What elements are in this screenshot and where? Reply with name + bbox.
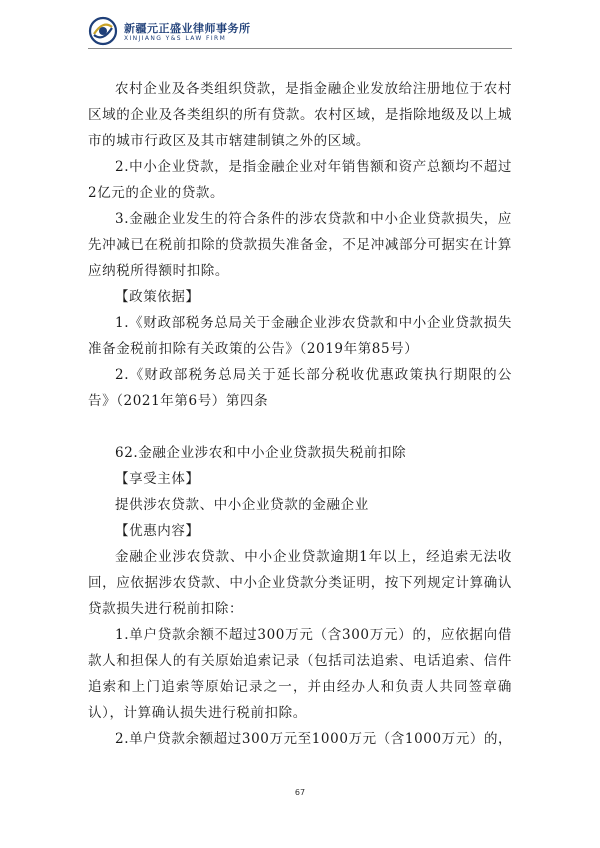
item-title-62: 62.金融企业涉农和中小企业贷款损失税前扣除 xyxy=(115,445,407,461)
paragraph-rural-loans-definition: 农村企业及各类组织贷款，是指金融企业发放给注册地位于农村区域的企业及各类组织的所有贷款。农村区域，是指除地级及以上城市的城市行政区及其市辖建制镇之外的区域。 xyxy=(88,81,512,149)
section-heading-beneficiary: 【享受主体】 xyxy=(115,471,200,487)
paragraph-sme-loans-definition: 2.中小企业贷款，是指金融企业对年销售额和资产总额均不超过2亿元的企业的贷款。 xyxy=(88,159,512,201)
section-heading-policy-basis: 【政策依据】 xyxy=(115,289,200,305)
firm-name-en: XINJIANG Y&S LAW FIRM xyxy=(124,35,227,42)
firm-name-cn: 新疆元正盛业律师事务所 xyxy=(124,22,251,35)
page-number: 67 xyxy=(294,788,306,797)
paragraph-rule-under-300: 1.单户贷款余额不超过300万元（含300万元）的，应依据向借款人和担保人的有关原始追索记录（包括司法追索、电话追索、信件追索和上门追索等原始记录之一，并由经办人和负责人共同签章确认），计算确认损失进行税前扣除。 xyxy=(88,627,512,721)
policy-reference-1: 1.《财政部税务总局关于金融企业涉农贷款和中小企业贷款损失准备金税前扣除有关政策的公告》（2019年第85号） xyxy=(88,315,512,357)
paragraph-overdue-loans: 金融企业涉农贷款、中小企业贷款逾期1年以上，经追索无法收回，应依据涉农贷款、中小企业贷款分类证明，按下列规定计算确认贷款损失进行税前扣除： xyxy=(88,549,512,617)
section-heading-preferential-content: 【优惠内容】 xyxy=(115,523,200,539)
policy-reference-2: 2.《财政部税务总局关于延长部分税收优惠政策执行期限的公告》（2021年第6号）第四条 xyxy=(88,367,512,409)
document-body xyxy=(88,76,512,752)
law-firm-logo-icon xyxy=(88,16,118,46)
beneficiary-text: 提供涉农贷款、中小企业贷款的金融企业 xyxy=(115,497,369,513)
paragraph-rule-300-to-1000: 2.单户贷款余额超过300万元至1000万元（含1000万元）的， xyxy=(115,731,513,747)
blank-line xyxy=(88,414,512,440)
paragraph-loss-offset-rule: 3.金融企业发生的符合条件的涉农贷款和中小企业贷款损失，应先冲减已在税前扣除的贷款损失准备金，不足冲减部分可据实在计算应纳税所得额时扣除。 xyxy=(88,211,512,279)
header-divider xyxy=(88,48,512,49)
